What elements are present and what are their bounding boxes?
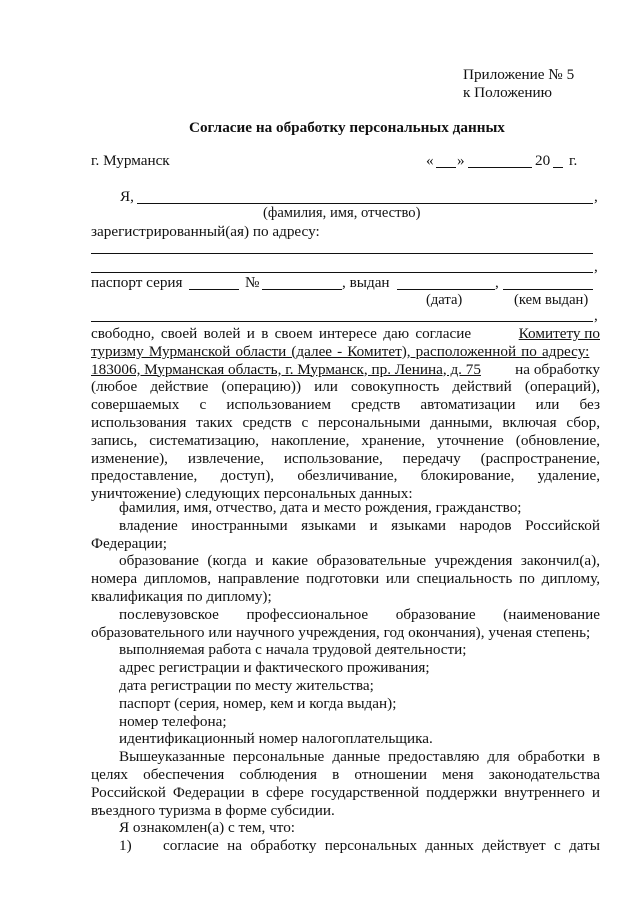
list-item: номер телефона; bbox=[119, 712, 227, 730]
list-item: выполняемая работа с начала трудовой деятельности; bbox=[119, 641, 467, 659]
list-item: паспорт (серия, номер, кем и когда выдан); bbox=[119, 694, 397, 712]
address-comma: , bbox=[594, 258, 598, 275]
list-item: идентификационный номер налогоплательщика. bbox=[119, 730, 433, 748]
date-open-quote: « bbox=[426, 152, 434, 169]
date-year-prefix: 20 bbox=[535, 152, 551, 169]
clause-1-number: 1) bbox=[119, 837, 132, 855]
clause-1 bbox=[91, 837, 600, 855]
passport-number-label: № bbox=[245, 274, 260, 291]
full-name-field[interactable] bbox=[137, 203, 593, 204]
address-field-line2[interactable] bbox=[91, 272, 593, 273]
registered-address-label: зарегистрированный(ая) по адресу: bbox=[91, 223, 320, 240]
appendix-reference: к Положению bbox=[463, 84, 552, 101]
list-item: владение иностранными языками и языками народов Российской Федерации; bbox=[91, 516, 600, 552]
passport-series-field[interactable] bbox=[189, 289, 239, 290]
full-name-comma: , bbox=[594, 188, 598, 205]
list-item: дата регистрации по месту жительства; bbox=[119, 676, 374, 694]
passport-issued-label: , выдан bbox=[342, 274, 390, 291]
consent-line-1 bbox=[91, 325, 600, 343]
consent-intro: свободно, своей волей и в своем интересе даю согласие bbox=[91, 325, 472, 342]
list-item: образование (когда и какие образовательные учреждения закончил(а), номера дипломов, направление подготовки или специальность по диплому, квалификация по диплому); bbox=[91, 552, 600, 605]
full-name-caption: (фамилия, имя, отчество) bbox=[263, 205, 421, 221]
appendix-number: Приложение № 5 bbox=[463, 66, 575, 83]
committee-name: туризму Мурманской области (далее - Комитет), расположенной по адресу: bbox=[91, 342, 590, 360]
passport-issue-date-field[interactable] bbox=[397, 289, 495, 290]
clause-1-text: согласие на обработку персональных данных действует с даты bbox=[163, 837, 600, 855]
passport-issuer-field[interactable] bbox=[503, 289, 593, 290]
date-year-field[interactable] bbox=[553, 167, 563, 168]
consent-processing: на обработку bbox=[515, 360, 600, 378]
i-label: Я, bbox=[120, 188, 134, 205]
passport-issuer-caption: (кем выдан) bbox=[514, 292, 589, 308]
consent-line-3 bbox=[91, 361, 600, 379]
date-month-field[interactable] bbox=[468, 167, 532, 168]
list-item: фамилия, имя, отчество, дата и место рождения, гражданство; bbox=[119, 499, 522, 516]
document-title: Согласие на обработку персональных данных bbox=[189, 119, 505, 136]
purpose-paragraph: Вышеуказанные персональные данные предоставляю для обработки в целях обеспечения соблюдения в отношении меня законодательства Российской Федерации в сфере государственной поддержки внутреннего и въездного туризма в форме субсидии. bbox=[91, 748, 600, 819]
list-item: адрес регистрации и фактического проживания; bbox=[119, 659, 430, 677]
personal-data-list bbox=[91, 499, 600, 855]
date-year-suffix: г. bbox=[569, 152, 578, 169]
date-close-quote: » bbox=[457, 152, 465, 169]
acknowledgement-heading: Я ознакомлен(а) с тем, что: bbox=[119, 819, 296, 837]
consent-paragraph bbox=[91, 325, 600, 503]
list-item: послевузовское профессиональное образование (наименование образовательного или научного учреждения, год окончания), ученая степень; bbox=[91, 605, 600, 641]
address-field-line1[interactable] bbox=[91, 253, 593, 254]
passport-issuer-field-line2[interactable] bbox=[91, 321, 593, 322]
passport-issuer-comma: , bbox=[594, 307, 598, 324]
date-day-field[interactable] bbox=[436, 167, 456, 168]
date-line bbox=[426, 152, 598, 170]
passport-series-label: паспорт серия bbox=[91, 274, 183, 291]
committee-name-start: Комитету по bbox=[518, 325, 600, 342]
city-label: г. Мурманск bbox=[91, 152, 170, 169]
passport-comma: , bbox=[495, 274, 499, 291]
passport-date-caption: (дата) bbox=[426, 292, 463, 308]
consent-actions: (любое действие (операцию)) или совокупность действий (операций), совершаемых с использованием средств автоматизации или без использования таких средств с персональными данными, включая сбор, запись, систематизацию, накопление, хранение, уточнение (обновление, изменение), извлечение, использование, передачу (распространение, предоставление, доступ), обезличивание, блокирование, удаление, уничтожение) следующих персональных данных: bbox=[91, 378, 600, 503]
passport-number-field[interactable] bbox=[262, 289, 342, 290]
committee-address: 183006, Мурманская область, г. Мурманск, пр. Ленина, д. 75 bbox=[91, 360, 481, 378]
